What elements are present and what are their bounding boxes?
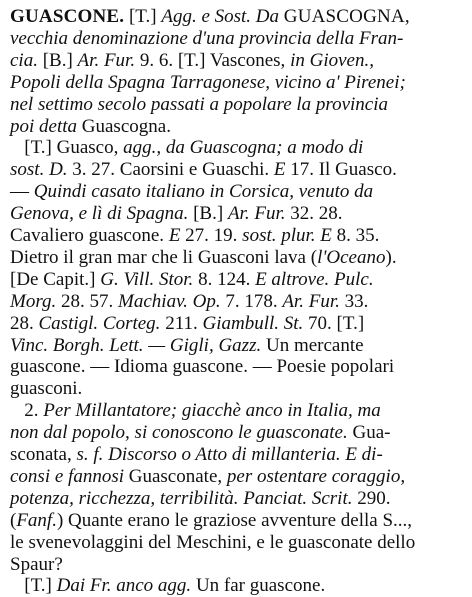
text-run: Dietro il gran mar che li Guasconi lava ( <box>10 246 318 268</box>
text-line <box>10 203 342 225</box>
text-line <box>10 159 397 181</box>
text-line <box>10 6 410 28</box>
text-line <box>10 137 363 159</box>
text-run: 28. 57. <box>61 290 119 312</box>
text-line <box>10 575 325 597</box>
text-run: 32. 28. <box>290 203 343 225</box>
text-run: 28. <box>10 312 39 334</box>
text-run: E altrove. Pulc. <box>255 268 374 290</box>
text-run: Fanf. <box>16 509 57 531</box>
text-run: Genova, e lì di Spagna. <box>10 203 194 225</box>
text-line <box>10 335 364 357</box>
text-line <box>10 291 368 313</box>
text-line <box>10 247 397 269</box>
text-run: sost. D. <box>10 159 73 181</box>
text-run: 8. 35. <box>336 225 380 246</box>
text-run: [De Capit.] <box>10 268 101 290</box>
text-run: non dal popolo, si conoscono le guasconate. <box>10 422 353 444</box>
text-run: nel settimo secolo passati a popolare la provincia <box>10 93 389 115</box>
text-run: Castigl. Corteg. <box>38 312 166 334</box>
text-run: 33. <box>344 290 369 312</box>
text-run: Gua- <box>352 422 391 444</box>
text-run: in Gioven., <box>290 49 374 71</box>
text-run: 3. 27. Caorsini e Guaschi. <box>72 159 274 181</box>
text-run: guascone. — Idioma guascone. — Poesie popolari <box>10 356 395 378</box>
text-run: agg., da Guascogna; a modo di <box>123 137 364 159</box>
text-line <box>10 532 415 554</box>
text-run: per ostentare coraggio, <box>226 465 406 487</box>
text-run: Cavaliero guascone. <box>10 225 169 246</box>
text-run: Guasconate, <box>128 465 227 487</box>
text-run: l'Oceano <box>317 246 386 268</box>
text-run: Ar. Fur. <box>282 290 345 312</box>
text-run: [B.] <box>193 203 228 225</box>
text-line <box>10 50 374 72</box>
text-run: Spaur? <box>10 553 63 575</box>
text-run: vecchia denominazione d'una provincia della Fran- <box>10 27 404 49</box>
text-line <box>10 488 391 510</box>
text-run: 27. 19. <box>185 225 243 246</box>
text-run: cia. <box>10 49 43 71</box>
text-run: E <box>168 225 186 246</box>
text-run: potenza, ricchezza, terribilità. Panciat. Scrit. <box>10 487 358 509</box>
text-run: [B.] <box>42 49 78 71</box>
text-run: 290. <box>357 487 391 509</box>
text-run: Popoli della Spagna Tarragonese, vicino a' Pirenei; <box>10 71 406 93</box>
text-run: 7. 178. <box>225 290 283 312</box>
text-line <box>10 225 379 247</box>
text-run: GUASCOGNA, <box>283 6 410 27</box>
text-run: — <box>10 181 34 203</box>
text-run: E <box>273 159 291 181</box>
text-line <box>10 116 171 138</box>
text-line <box>10 422 390 444</box>
text-run: G. Vill. Stor. <box>100 268 199 290</box>
text-run: sconata, <box>10 444 77 465</box>
text-run: poi detta <box>10 115 82 137</box>
text-run: GUASCONE. <box>10 6 125 27</box>
text-run: Un far guascone. <box>195 575 326 597</box>
text-run: guasconi. <box>10 378 83 400</box>
text-run: consi e fannosi <box>10 465 129 487</box>
text-run: Per Millantatore; giacchè anco in Italia, ma <box>43 400 381 422</box>
text-run: Ar. Fur. <box>77 49 140 71</box>
text-run: Machiav. Op. <box>118 290 226 312</box>
text-line <box>10 94 388 116</box>
text-run: Guascogna. <box>81 115 171 137</box>
text-run: Agg. e Sost. Da <box>161 6 284 27</box>
text-run: [T.] Guasco, <box>10 137 124 159</box>
text-run: 17. Il Guasco. <box>290 159 397 181</box>
text-run: Vinc. Borgh. Lett. — Gigli, Gazz. <box>10 334 266 356</box>
text-line <box>10 400 381 422</box>
text-line <box>10 444 383 466</box>
text-run: ( <box>10 509 17 531</box>
text-run: Ar. Fur. <box>227 203 291 225</box>
text-line <box>10 269 374 291</box>
text-line <box>10 554 63 576</box>
text-line <box>10 72 406 94</box>
text-run: le svenevolaggini del Meschini, e le guasconate dello <box>10 531 416 553</box>
text-line <box>10 28 403 50</box>
text-line <box>10 356 394 378</box>
text-run: Giambull. St. <box>202 312 309 334</box>
text-run: s. f. Discorso o Atto di millanteria. E di- <box>76 444 383 465</box>
text-line <box>10 510 412 532</box>
text-run: 2. <box>10 400 44 422</box>
text-run: 70. [T.] <box>308 312 365 334</box>
text-run: Dai Fr. anco agg. <box>56 575 196 597</box>
text-run: Un mercante <box>265 334 364 356</box>
text-run: 8. 124. <box>198 268 256 290</box>
text-run: 211. <box>165 312 203 334</box>
text-run: Morg. <box>10 290 62 312</box>
text-run: [T.] <box>124 6 162 27</box>
text-line <box>10 466 405 488</box>
text-run: [T.] <box>10 575 57 597</box>
text-line <box>10 378 82 400</box>
text-run: ). <box>385 246 397 268</box>
text-run: ) Quante erano le graziose avventure della S..., <box>56 509 413 531</box>
text-run: Quindi casato italiano in Corsica, venuto da <box>33 181 374 203</box>
text-run: 9. 6. [T.] Vascones, <box>139 49 291 71</box>
text-line <box>10 313 364 335</box>
text-line <box>10 181 373 203</box>
text-run: sost. plur. E <box>242 225 337 246</box>
